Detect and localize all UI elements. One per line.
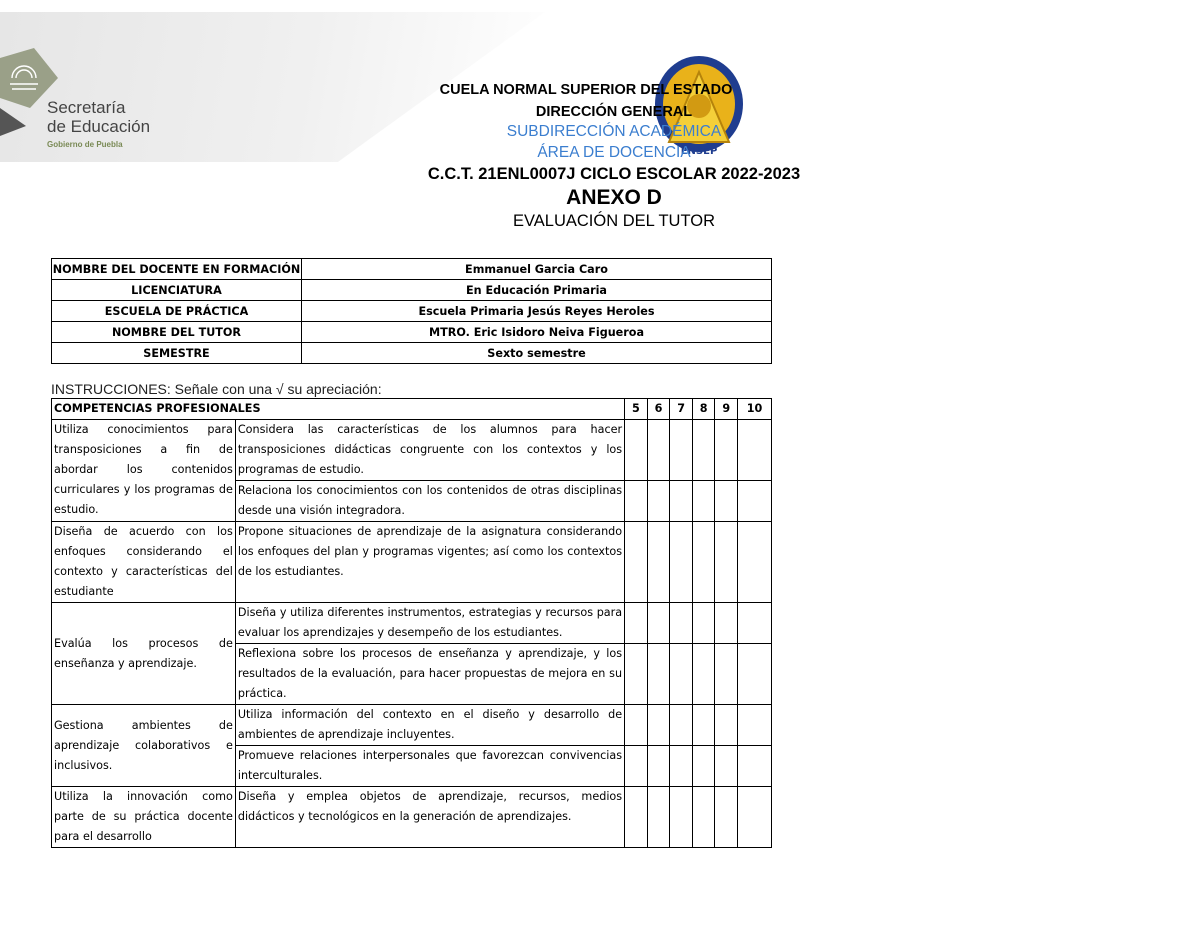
indicator-row: [52, 420, 772, 481]
scale-header: 9: [715, 399, 738, 420]
competency-name: Utiliza la innovación como parte de su práctica docente para el desarrollo: [52, 787, 236, 848]
info-row: [52, 301, 772, 322]
logo-line-3: Gobierno de Puebla: [47, 140, 123, 149]
competency-name: Utiliza conocimientos para transposiciones a fin de abordar los contenidos curriculares y los programas de estudio.: [52, 420, 236, 522]
rating-cell[interactable]: [715, 705, 738, 746]
info-label: LICENCIATURA: [52, 280, 302, 301]
rating-cell[interactable]: [715, 420, 738, 481]
indicator-text: Promueve relaciones interpersonales que favorezcan convivencias interculturales.: [235, 746, 624, 787]
rating-cell[interactable]: [670, 603, 693, 644]
indicator-text: Diseña y emplea objetos de aprendizaje, recursos, medios didácticos y tecnológicos en la generación de aprendizajes.: [235, 787, 624, 848]
rating-cell[interactable]: [715, 746, 738, 787]
rating-cell[interactable]: [692, 603, 715, 644]
logo-line-2: de Educación: [47, 117, 151, 136]
rating-cell[interactable]: [625, 522, 648, 603]
info-label: NOMBRE DEL DOCENTE EN FORMACIÓN: [52, 259, 302, 280]
direction-title: DIRECCIÓN GENERAL: [535, 104, 693, 120]
indicator-row: [52, 705, 772, 746]
rating-cell[interactable]: [625, 644, 648, 705]
info-row: [52, 343, 772, 364]
rating-cell[interactable]: [738, 746, 772, 787]
rating-cell[interactable]: [647, 787, 670, 848]
student-info-table: [51, 258, 772, 364]
evaluation-header-row: [52, 399, 772, 420]
rating-cell[interactable]: [670, 481, 693, 522]
rating-cell[interactable]: [692, 522, 715, 603]
indicator-text: Considera las características de los alumnos para hacer transposiciones didácticas congruente con los contextos y los programas de estudio.: [235, 420, 624, 481]
indicator-text: Reflexiona sobre los procesos de enseñanza y aprendizaje, y los resultados de la evaluación, para hacer propuestas de mejora en su práctica.: [235, 644, 624, 705]
rating-cell[interactable]: [738, 481, 772, 522]
rating-cell[interactable]: [670, 644, 693, 705]
rating-cell[interactable]: [647, 603, 670, 644]
rating-cell[interactable]: [738, 522, 772, 603]
instructions-text: INSTRUCCIONES: Señale con una √ su apreciación:: [51, 381, 382, 397]
rating-cell[interactable]: [625, 481, 648, 522]
rating-cell[interactable]: [692, 481, 715, 522]
rating-cell[interactable]: [647, 420, 670, 481]
rating-cell[interactable]: [738, 705, 772, 746]
indicator-row: [52, 522, 772, 603]
info-value: En Educación Primaria: [302, 280, 772, 301]
rating-cell[interactable]: [692, 420, 715, 481]
rating-cell[interactable]: [738, 420, 772, 481]
rating-cell[interactable]: [625, 705, 648, 746]
rating-cell[interactable]: [647, 746, 670, 787]
rating-cell[interactable]: [738, 603, 772, 644]
info-row: [52, 322, 772, 343]
evaluation-table: [51, 398, 772, 848]
rating-cell[interactable]: [715, 522, 738, 603]
competency-name: Gestiona ambientes de aprendizaje colaborativos e inclusivos.: [52, 705, 236, 787]
competency-name: Evalúa los procesos de enseñanza y aprendizaje.: [52, 603, 236, 705]
rating-cell[interactable]: [715, 603, 738, 644]
indicator-text: Utiliza información del contexto en el diseño y desarrollo de ambientes de aprendizaje incluyentes.: [235, 705, 624, 746]
info-label: SEMESTRE: [52, 343, 302, 364]
info-value: Emmanuel Garcia Caro: [302, 259, 772, 280]
school-name: CUELA NORMAL SUPERIOR DEL ESTADO: [439, 82, 733, 98]
rating-cell[interactable]: [670, 705, 693, 746]
rating-cell[interactable]: [670, 787, 693, 848]
rating-cell[interactable]: [625, 420, 648, 481]
document-subtitle: EVALUACIÓN DEL TUTOR: [512, 212, 716, 230]
area-title: ÁREA DE DOCENCIA: [537, 144, 691, 161]
rating-cell[interactable]: [647, 644, 670, 705]
competencies-header: COMPETENCIAS PROFESIONALES: [52, 399, 625, 420]
rating-cell[interactable]: [692, 705, 715, 746]
rating-cell[interactable]: [715, 644, 738, 705]
indicator-text: Relaciona los conocimientos con los contenidos de otras disciplinas desde una visión integradora.: [235, 481, 624, 522]
info-label: ESCUELA DE PRÁCTICA: [52, 301, 302, 322]
rating-cell[interactable]: [715, 787, 738, 848]
rating-cell[interactable]: [625, 603, 648, 644]
rating-cell[interactable]: [692, 787, 715, 848]
annex-title: ANEXO D: [566, 186, 662, 209]
rating-cell[interactable]: [715, 481, 738, 522]
rating-cell[interactable]: [692, 746, 715, 787]
rating-cell[interactable]: [738, 787, 772, 848]
info-value: MTRO. Eric Isidoro Neiva Figueroa: [302, 322, 772, 343]
scale-header: 8: [692, 399, 715, 420]
info-value: Sexto semestre: [302, 343, 772, 364]
rating-cell[interactable]: [625, 787, 648, 848]
rating-cell[interactable]: [625, 746, 648, 787]
cct-line: C.C.T. 21ENL0007J CICLO ESCOLAR 2022-2023: [427, 165, 801, 183]
rating-cell[interactable]: [647, 705, 670, 746]
rating-cell[interactable]: [738, 644, 772, 705]
scale-header: 5: [625, 399, 648, 420]
indicator-text: Propone situaciones de aprendizaje de la asignatura considerando los enfoques del plan y programas vigentes; así como los contextos de los estudiantes.: [235, 522, 624, 603]
rating-cell[interactable]: [692, 644, 715, 705]
rating-cell[interactable]: [670, 746, 693, 787]
info-row: [52, 259, 772, 280]
competency-name: Diseña de acuerdo con los enfoques considerando el contexto y características del estudiante: [52, 522, 236, 603]
indicator-row: [52, 787, 772, 848]
subdirection-title: SUBDIRECCIÓN ACADÉMICA: [506, 123, 722, 140]
indicator-row: [52, 603, 772, 644]
rating-cell[interactable]: [647, 522, 670, 603]
indicator-text: Diseña y utiliza diferentes instrumentos, estrategias y recursos para evaluar los aprendizajes y desempeño de los estudiantes.: [235, 603, 624, 644]
rating-cell[interactable]: [670, 522, 693, 603]
info-value: Escuela Primaria Jesús Reyes Heroles: [302, 301, 772, 322]
seal-label: ENSEP: [680, 146, 718, 157]
logo-line-1: Secretaría: [47, 98, 126, 117]
scale-header: 6: [647, 399, 670, 420]
scale-header: 10: [738, 399, 772, 420]
info-row: [52, 280, 772, 301]
rating-cell[interactable]: [647, 481, 670, 522]
info-label: NOMBRE DEL TUTOR: [52, 322, 302, 343]
scale-header: 7: [670, 399, 693, 420]
rating-cell[interactable]: [670, 420, 693, 481]
